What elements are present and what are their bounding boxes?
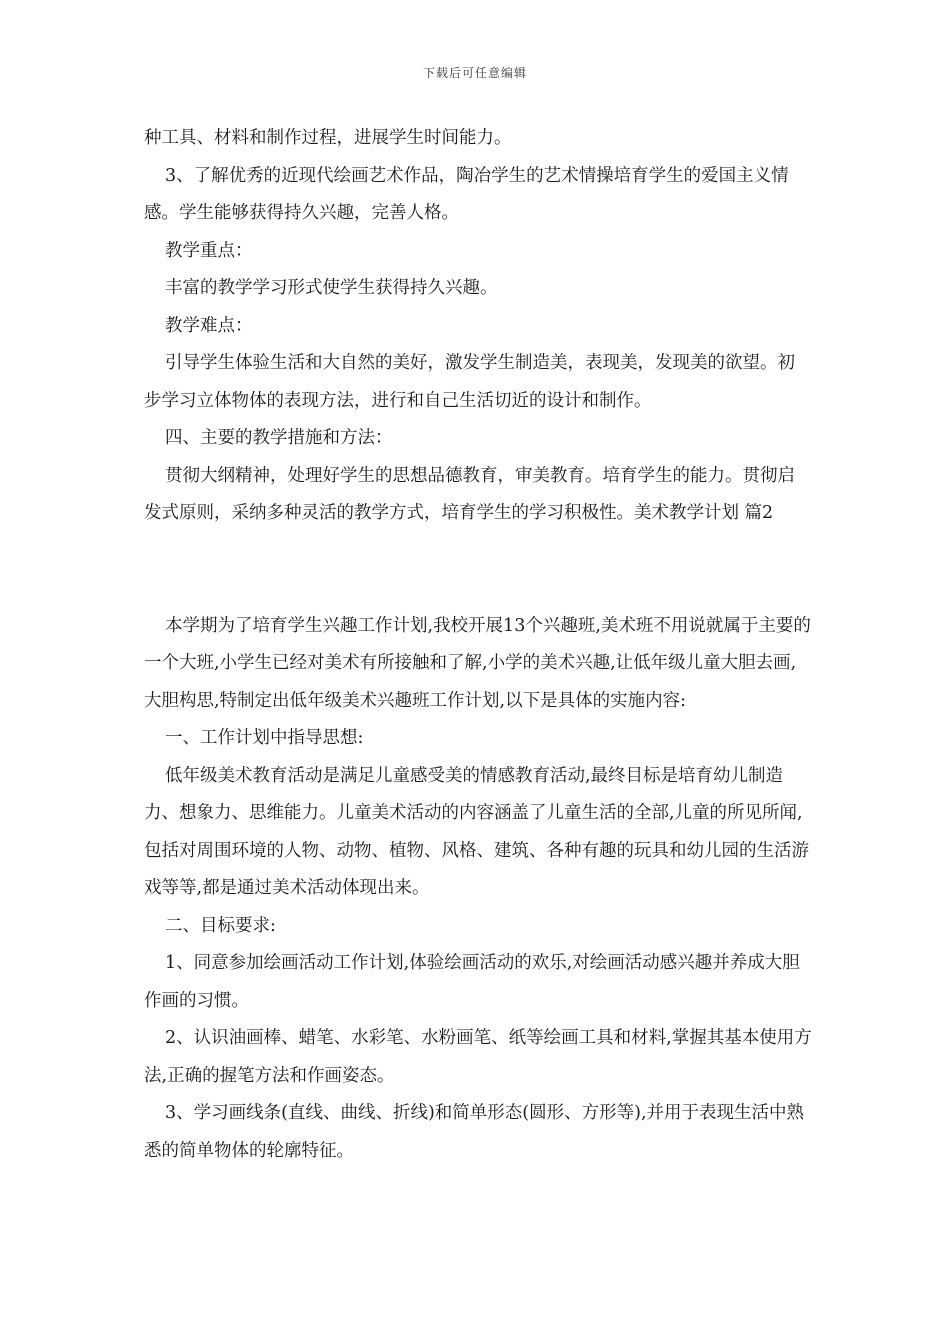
paragraph: 引导学生体验生活和大自然的美好，激发学生制造美，表现美，发现美的欲望。初步学习立体物体的表现方法，进行和自己生活切近的设计和制作。 (144, 353, 795, 411)
page-header: 下载后可任意编辑 (422, 66, 527, 80)
heading-teaching-difficulty: 教学难点： (165, 315, 253, 336)
document-body (144, 120, 812, 1170)
paragraph: 贯彻大纲精神，处理好学生的思想品德教育，审美教育。培育学生的能力。贯彻启发式原则，采纳多种灵活的教学方式，培育学生的学习积极性。美术教学计划 篇2 (144, 465, 795, 523)
section-top (144, 120, 812, 533)
heading-goals: 二、目标要求: (165, 915, 276, 936)
heading-teaching-focus: 教学重点： (165, 240, 253, 261)
section-spacer (144, 533, 812, 608)
paragraph: 2、认识油画棒、蜡笔、水彩笔、水粉画笔、纸等绘画工具和材料,掌握其基本使用方法,正确的握笔方法和作画姿态。 (144, 1028, 812, 1086)
paragraph: 低年级美术教育活动是满足儿童感受美的情感教育活动,最终目标是培育幼儿制造力、想象力、思维能力。儿童美术活动的内容涵盖了儿童生活的全部,儿童的所见所闻,包括对周围环境的人物、动物、植物、风格、建筑、各种有趣的玩具和幼儿园的生活游戏等等,都是通过美术活动体现出来。 (144, 765, 809, 898)
paragraph: 种工具、材料和制作过程，进展学生时间能力。 (144, 128, 512, 148)
heading-section-four: 四、主要的教学措施和方法： (165, 428, 393, 448)
heading-guiding-thought: 一、工作计划中指导思想: (165, 728, 364, 748)
paragraph: 本学期为了培育学生兴趣工作计划,我校开展13个兴趣班,美术班不用说就属于主要的一个大班,小学生已经对美术有所接触和了解,小学的美术兴趣,让低年级儿童大胆去画,大胆构思,特制定出低年级美术兴趣班工作计划,以下是具体的实施内容: (144, 615, 811, 711)
section-bottom (144, 608, 812, 1171)
paragraph: 丰富的教学学习形式使学生获得持久兴趣。 (165, 278, 498, 298)
paragraph: 1、同意参加绘画活动工作计划,体验绘画活动的欢乐,对绘画活动感兴趣并养成大胆作画的习惯。 (144, 953, 800, 1011)
paragraph: 3、学习画线条(直线、曲线、折线)和简单形态(圆形、方形等),并用于表现生活中熟悉的简单物体的轮廓特征。 (144, 1103, 805, 1161)
paragraph: 3、了解优秀的近现代绘画艺术作品，陶冶学生的艺术情操培育学生的爱国主义情感。学生能够获得持久兴趣，完善人格。 (144, 165, 789, 223)
